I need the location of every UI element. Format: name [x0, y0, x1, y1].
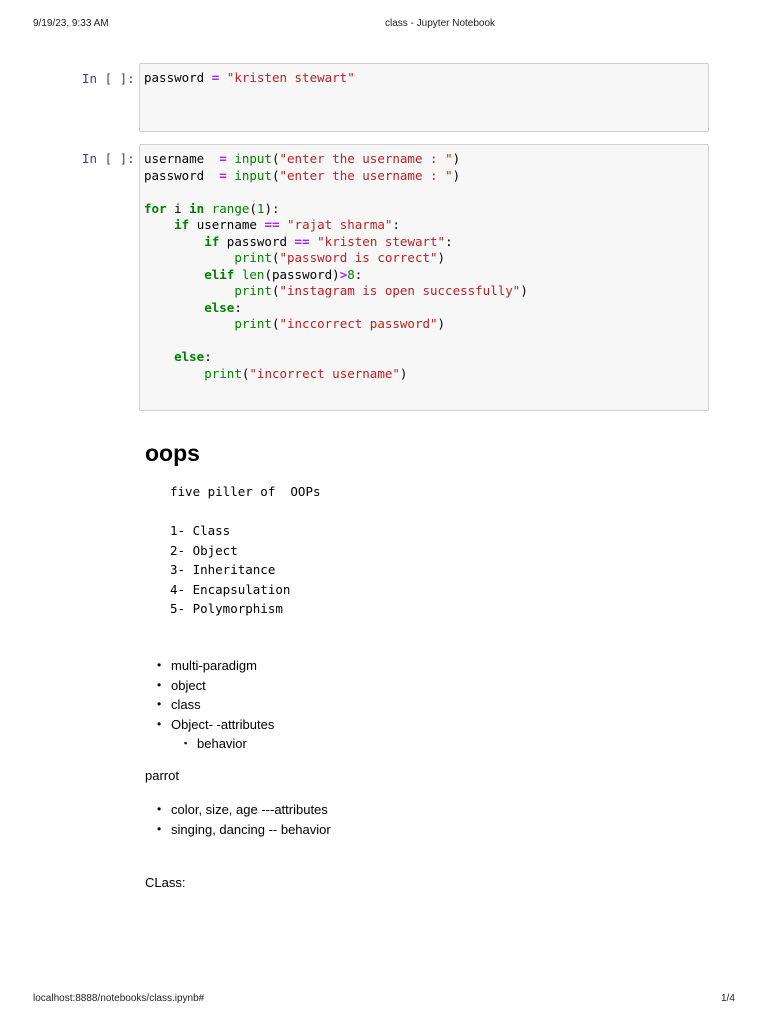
- code-cell-1[interactable]: [139, 63, 709, 132]
- code-cell-2-source[interactable]: username = input("enter the username : ") password = input("enter the username : ") for i in range(1): if username == "rajat sharma": if password == "kristen stewart": print("password is correct") elif len(password)>8: print("instagram is open successfully") else: print("inccorrect password") else: print("incorrect username"): [144, 151, 528, 381]
- markdown-heading: oops: [145, 440, 200, 466]
- list-item: • class: [157, 695, 274, 715]
- class-paragraph: CLass:: [145, 875, 186, 890]
- list-item: • Object- -attributes: [157, 715, 274, 735]
- sub-list-item: ▪ behavior: [157, 734, 274, 754]
- code-cell-1-source[interactable]: password = "kristen stewart": [144, 70, 355, 85]
- pillars-text-block: five piller of OOPs 1- Class 2- Object 3- Inheritance 4- Encapsulation 5- Polymorphism: [170, 484, 321, 616]
- print-datetime: 9/19/23, 9:33 AM: [33, 18, 109, 29]
- code-cell-2[interactable]: [139, 144, 709, 411]
- parrot-paragraph: parrot: [145, 768, 179, 783]
- list-item: • color, size, age ---attributes: [157, 800, 331, 820]
- list-item: • multi-paradigm: [157, 656, 274, 676]
- print-page-number: 1/4: [721, 993, 735, 1004]
- list-item: • singing, dancing -- behavior: [157, 820, 331, 840]
- cell-1-prompt: In [ ]:: [82, 71, 135, 86]
- list-item: • object: [157, 676, 274, 696]
- oop-bullet-list: [157, 656, 274, 754]
- cell-2-prompt: In [ ]:: [82, 151, 135, 166]
- print-page-title: class - Jupyter Notebook: [385, 18, 496, 29]
- print-url: localhost:8888/notebooks/class.ipynb#: [33, 993, 205, 1004]
- parrot-bullet-list: [157, 800, 331, 839]
